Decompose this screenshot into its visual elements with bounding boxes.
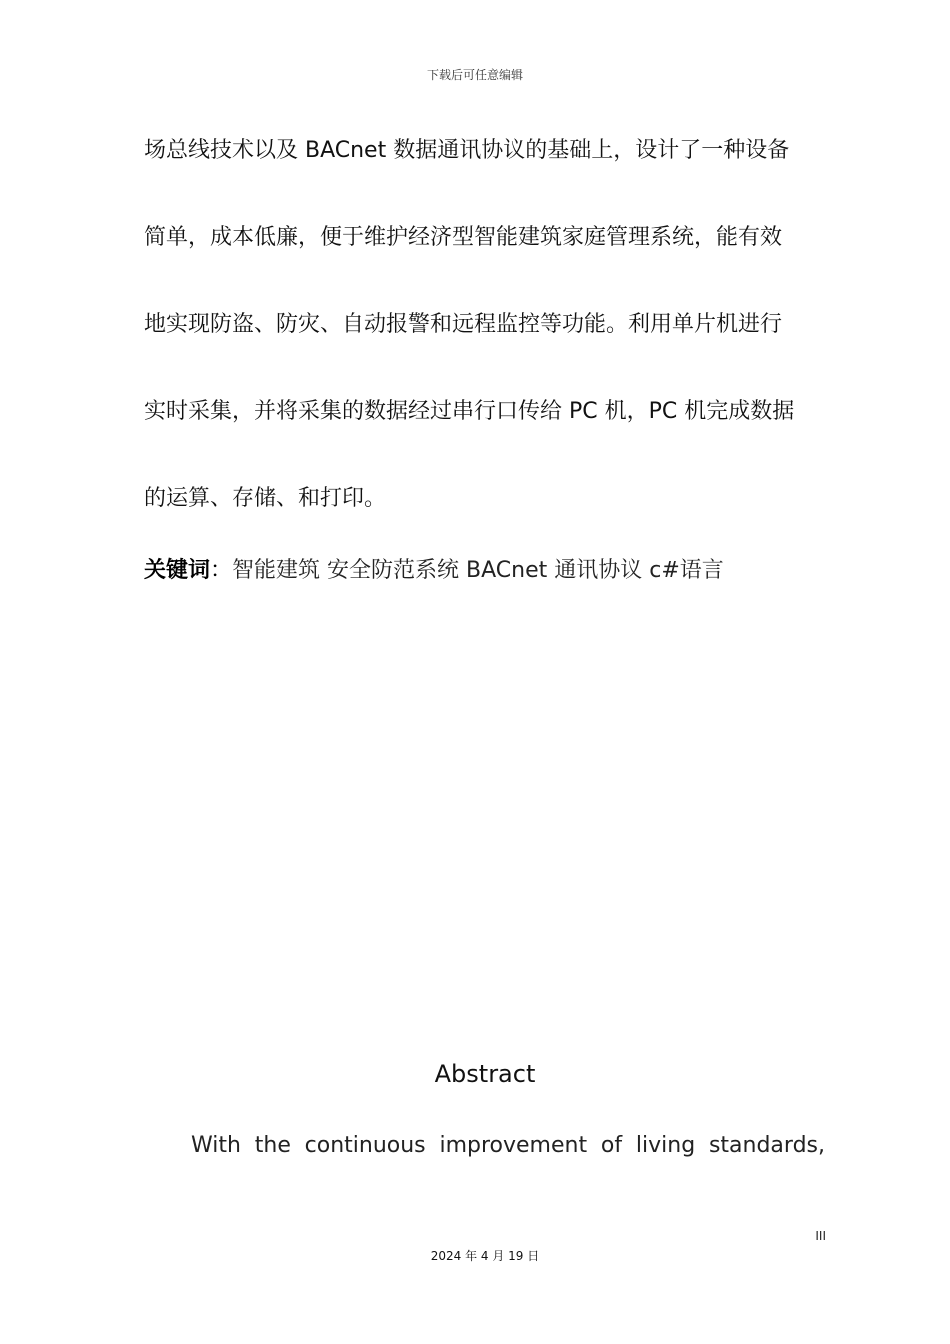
body-line-3: 地实现防盗、防灾、自动报警和远程监控等功能。利用单片机进行 (144, 312, 783, 337)
keywords-text: 智能建筑 安全防范系统 BACnet 通讯协议 c#语言 (232, 558, 724, 583)
body-line-5: 的运算、存储、和打印。 (144, 486, 387, 511)
abstract-word: of (600, 1133, 623, 1158)
keywords-separator: ： (210, 558, 233, 583)
abstract-word: standards, (708, 1133, 825, 1158)
page-header: 下载后可任意编辑 (426, 68, 523, 82)
abstract-word: continuous (304, 1133, 426, 1158)
abstract-title: Abstract (434, 1060, 536, 1088)
keywords-label: 关键词 (144, 558, 211, 583)
body-line-1: 场总线技术以及 BACnet 数据通讯协议的基础上，设计了一种设备 (144, 138, 790, 163)
page-footer-date: 2024 年 4 月 19 日 (430, 1249, 540, 1263)
page-number: III (815, 1229, 826, 1243)
abstract-word: living (635, 1133, 696, 1158)
body-line-2: 简单，成本低廉，便于维护经济型智能建筑家庭管理系统，能有效 (144, 225, 783, 250)
keywords-line (144, 556, 724, 586)
abstract-word: With (191, 1133, 241, 1158)
abstract-first-line (191, 1131, 825, 1161)
abstract-word: the (254, 1133, 291, 1158)
abstract-word: improvement (439, 1133, 588, 1158)
body-line-4: 实时采集，并将采集的数据经过串行口传给 PC 机，PC 机完成数据 (144, 399, 795, 424)
